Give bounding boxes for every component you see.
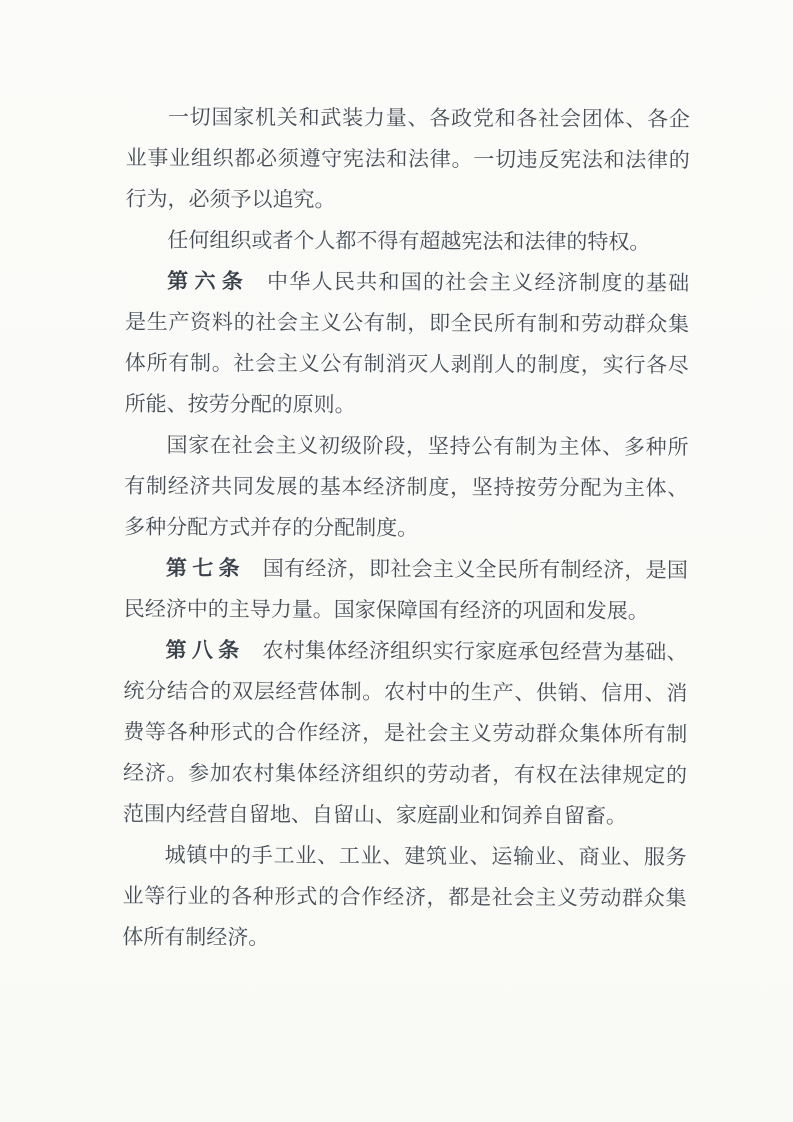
- text-line: 费等各种形式的合作经济，是社会主义劳动群众集体所有制: [123, 719, 688, 747]
- article-number: 第七条: [165, 555, 245, 581]
- text-line: 业事业组织都必须遵守宪法和法律。一切违反宪法和法律的: [125, 145, 690, 173]
- text-line: 城镇中的手工业、工业、建筑业、运输业、商业、服务: [164, 842, 687, 870]
- text-line: 业等行业的各种形式的合作经济，都是社会主义劳动群众集: [122, 883, 687, 911]
- text-line: [124, 548, 688, 591]
- text-line: 民经济中的主导力量。国家保障国有经济的巩固和发展。: [123, 596, 649, 624]
- text-line: 国家在社会主义初级阶段，坚持公有制为主体、多种所: [166, 432, 689, 460]
- line-text: 农村集体经济组织实行家庭承包经营为基础、: [262, 638, 688, 665]
- document-text: [122, 97, 690, 960]
- text-line: [125, 261, 689, 304]
- text-line: 体所有制。社会主义公有制消灭人剥削人的制度，实行各尽: [124, 350, 689, 378]
- text-line: 有制经济共同发展的基本经济制度，坚持按劳分配为主体、: [124, 473, 689, 501]
- line-text: 国有经济，即社会主义全民所有制经济，是国: [262, 556, 689, 583]
- text-line: [123, 630, 687, 673]
- text-line: 统分结合的双层经营体制。农村中的生产、供销、信用、消: [123, 678, 688, 706]
- text-line: 体所有制经济。: [122, 924, 270, 950]
- text-line: 多种分配方式并存的分配制度。: [124, 514, 419, 541]
- text-line: 行为，必须予以追究。: [125, 186, 336, 212]
- text-line: 范围内经营自留地、自留山、家庭副业和饲养自留畜。: [122, 801, 627, 828]
- article-number: 第八条: [165, 637, 245, 663]
- text-line: 经济。参加农村集体经济组织的劳动者，有权在法律规定的: [123, 760, 688, 788]
- text-line: 一切国家机关和武装力量、各政党和各社会团体、各企: [167, 104, 690, 132]
- text-line: 所能、按劳分配的原则。: [124, 391, 356, 417]
- text-line: 是生产资料的社会主义公有制，即全民所有制和劳动群众集: [124, 309, 690, 337]
- text-line: 任何组织或者个人都不得有超越宪法和法律的特权。: [167, 227, 651, 255]
- article-number: 第六条: [167, 268, 250, 294]
- line-text: 中华人民共和国的社会主义经济制度的基础: [267, 269, 690, 296]
